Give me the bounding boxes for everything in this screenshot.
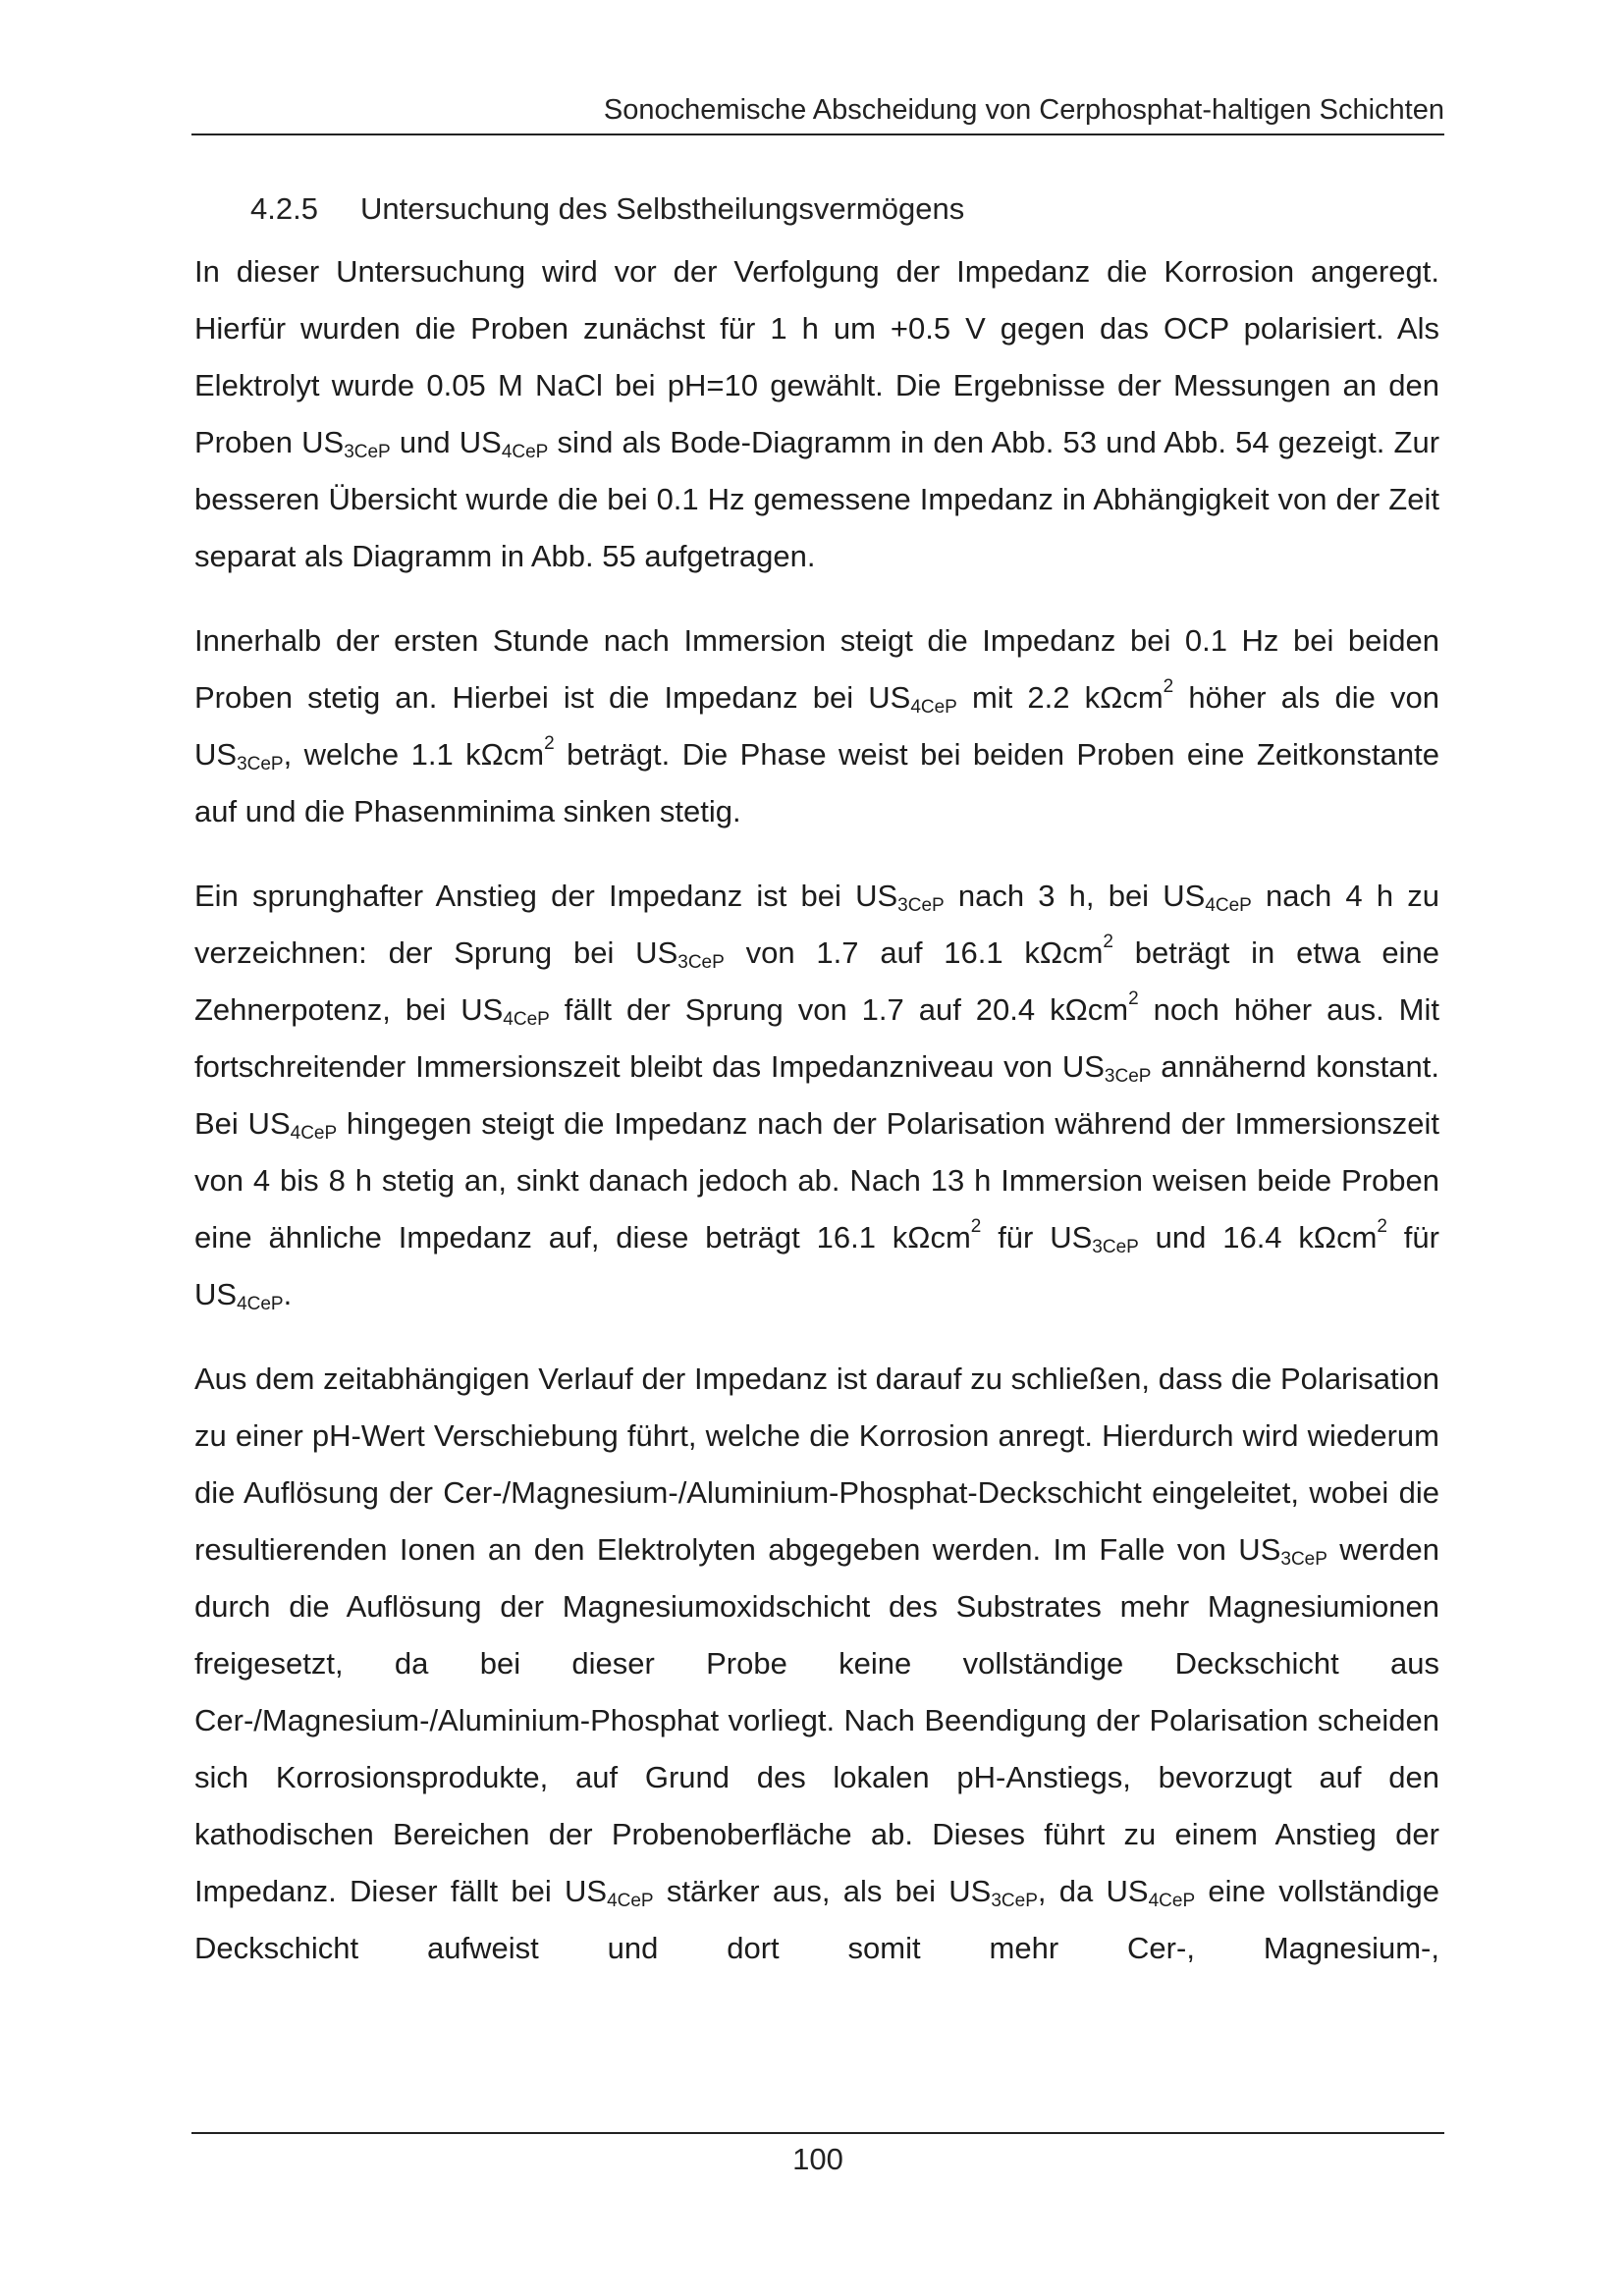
text-run: eine vollständige Deckschicht aufweist und dort somit mehr Cer-, Magnesium-, (194, 1874, 1439, 1965)
subscript-text: 3CeP (897, 894, 945, 916)
text-run: In dieser Untersuchung wird vor der Verfolgung der Impedanz die Korrosion angeregt. Hierfür wurden die Proben zunächst für 1 h um +0.5 V gegen das OCP polarisiert. Als Elektrolyt wurde 0.05 M NaCl bei pH=10 gewählt. Die Ergebnisse der Messungen an den Proben US (194, 254, 1439, 459)
text-run: mit 2.2 kΩcm (956, 680, 1164, 715)
text-run: , welche 1.1 kΩcm (283, 737, 545, 772)
text-run: Innerhalb der ersten Stunde nach Immersion steigt die Impedanz bei 0.1 Hz bei beiden Proben stetig an. Hierbei ist die Impedanz bei US (194, 623, 1439, 715)
text-run: beträgt. Die Phase weist bei beiden Proben eine Zeitkonstante auf und die Phasenminima sinken stetig. (194, 737, 1439, 828)
subscript-text: 3CeP (237, 753, 284, 774)
text-run: stärker aus, als bei US (653, 1874, 992, 1908)
paragraph (194, 613, 1439, 840)
text-run: annähernd konstant. Bei US (194, 1049, 1439, 1141)
subscript-text: 3CeP (1092, 1236, 1139, 1257)
header-rule (191, 133, 1444, 135)
subscript-text: 3CeP (991, 1890, 1038, 1911)
section-number: 4.2.5 (250, 191, 318, 226)
superscript-text: 2 (544, 732, 555, 754)
subscript-text: 3CeP (344, 441, 391, 462)
body-text (194, 243, 1439, 2004)
text-run: fällt der Sprung von 1.7 auf 20.4 kΩcm (549, 992, 1129, 1027)
text-run: von 1.7 auf 16.1 kΩcm (724, 935, 1104, 970)
text-run: . (283, 1277, 293, 1311)
subscript-text: 3CeP (1104, 1065, 1152, 1087)
text-run: höher als die von US (194, 680, 1439, 772)
subscript-text: 4CeP (607, 1890, 654, 1911)
subscript-text: 4CeP (503, 1008, 550, 1030)
text-run: nach 4 h zu verzeichnen: der Sprung bei US (194, 879, 1439, 970)
footer-rule (191, 2132, 1444, 2134)
section-title: Untersuchung des Selbstheilungsvermögens (360, 191, 965, 226)
subscript-text: 4CeP (1205, 894, 1252, 916)
superscript-text: 2 (1103, 931, 1113, 952)
subscript-text: 3CeP (677, 951, 725, 973)
page-number: 100 (792, 2142, 843, 2176)
text-run: und US (390, 425, 502, 459)
subscript-text: 4CeP (501, 441, 549, 462)
subscript-text: 4CeP (910, 696, 957, 718)
text-run: Aus dem zeitabhängigen Verlauf der Impedanz ist darauf zu schließen, dass die Polarisation zu einer pH-Wert Verschiebung führt, welche die Korrosion anregt. Hierdurch wird wiederum die Auflösung der Cer-/Magnesium-/Aluminium-Phosphat-Deckschicht eingeleitet, wobei die resultierenden Ionen an den Elektrolyten abgegeben werden. Im Falle von US (194, 1362, 1439, 1567)
text-run: sind als Bode-Diagramm in den Abb. 53 und Abb. 54 gezeigt. Zur besseren Übersicht wurde die bei 0.1 Hz gemessene Impedanz in Abhängigkeit von der Zeit separat als Diagramm in Abb. 55 aufgetragen. (194, 425, 1440, 573)
superscript-text: 2 (1128, 988, 1139, 1009)
text-run: hingegen steigt die Impedanz nach der Polarisation während der Immersionszeit von 4 bis 8 h stetig an, sinkt danach jedoch ab. Nach 13 h Immersion weisen beide Proben eine ähnliche Impedanz auf, diese beträgt 16.1 kΩcm (194, 1106, 1439, 1255)
text-run: und 16.4 kΩcm (1138, 1220, 1378, 1255)
running-header: Sonochemische Abscheidung von Cerphosphat-haltigen Schichten (603, 94, 1444, 126)
paragraph (194, 868, 1439, 1323)
superscript-text: 2 (970, 1215, 982, 1237)
text-run: noch höher aus. Mit fortschreitender Immersionszeit bleibt das Impedanzniveau von US (194, 992, 1439, 1084)
subscript-text: 4CeP (1148, 1890, 1196, 1911)
paragraph (194, 243, 1439, 585)
subscript-text: 3CeP (1280, 1548, 1327, 1570)
superscript-text: 2 (1377, 1215, 1387, 1237)
text-run: , da US (1037, 1874, 1149, 1908)
text-run: für US (194, 1220, 1439, 1311)
subscript-text: 4CeP (237, 1293, 284, 1314)
section-heading (250, 189, 964, 229)
superscript-text: 2 (1163, 675, 1174, 697)
text-run: Ein sprunghafter Anstieg der Impedanz ist bei US (194, 879, 898, 913)
paragraph (194, 1351, 1439, 1977)
text-run: beträgt in etwa eine Zehnerpotenz, bei US (194, 935, 1439, 1027)
text-run: für US (981, 1220, 1093, 1255)
text-run: nach 3 h, bei US (944, 879, 1206, 913)
text-run: werden durch die Auflösung der Magnesiumoxidschicht des Substrates mehr Magnesiumionen freigesetzt, da bei dieser Probe keine vollständige Deckschicht aus Cer-/Magnesium-/Aluminium-Phosphat vorliegt. Nach Beendigung der Polarisation scheiden sich Korrosionsprodukte, auf Grund des lokalen pH-Anstiegs, bevorzugt auf den kathodischen Bereichen der Probenoberfläche ab. Dieses führt zu einem Anstieg der Impedanz. Dieser fällt bei US (194, 1532, 1439, 1908)
subscript-text: 4CeP (290, 1122, 338, 1144)
